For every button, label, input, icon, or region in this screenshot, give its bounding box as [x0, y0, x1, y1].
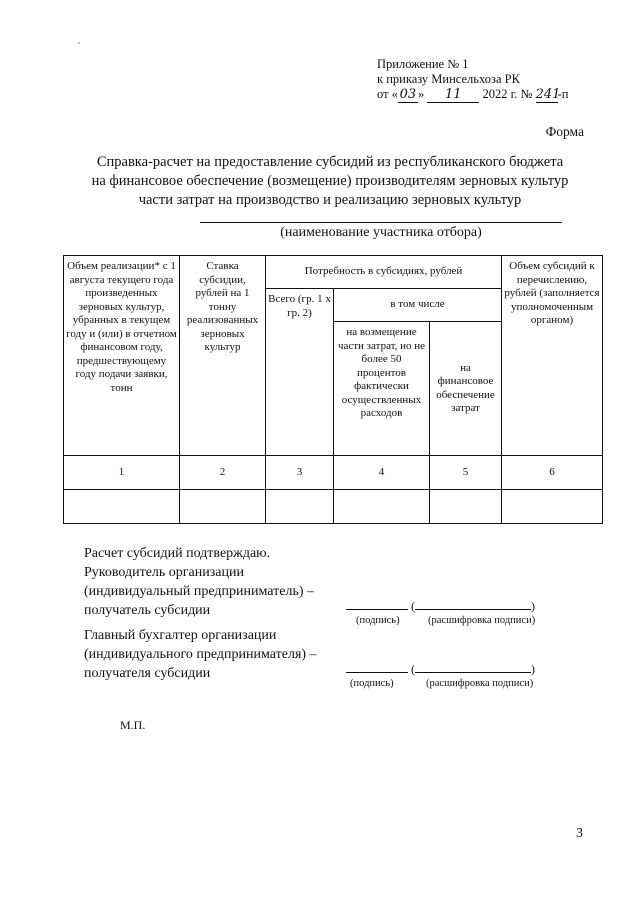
cell-rate[interactable] — [180, 490, 266, 524]
head-line2: (индивидуальный предприниматель) – — [84, 584, 314, 599]
appendix-line1: Приложение № 1 — [377, 57, 469, 71]
column-number-6: 6 — [502, 456, 603, 490]
head-line1: Руководитель организации — [84, 565, 244, 580]
page-number: 3 — [576, 826, 583, 841]
order-number: 241 — [535, 87, 561, 102]
accountant-sign-caption: (подпись) — [350, 678, 394, 689]
date-prefix: от « — [377, 87, 398, 101]
header-col1: Объем реализации* с 1 августа текущего года произведенных зерновых культур, убранных в текущем году и (или) в отчетном финансовом году, предшествующему году подачи заявки, тонн — [64, 256, 180, 456]
header-col6: Объем субсидий к перечислению, рублей (заполняется уполномоченным органом) — [502, 256, 603, 456]
document-title — [60, 153, 600, 210]
cell-total[interactable] — [266, 490, 334, 524]
head-signature-field[interactable] — [346, 597, 408, 610]
accountant-signature-line: ( ) — [346, 660, 535, 677]
column-number-4: 4 — [334, 456, 430, 490]
scan-speck — [78, 42, 80, 44]
header-including: в том числе — [334, 289, 502, 322]
appendix-date-line — [377, 87, 568, 103]
accountant-line2: (индивидуального предпринимателя) – — [84, 647, 317, 662]
cell-volume[interactable] — [64, 490, 180, 524]
head-decode-field[interactable] — [415, 597, 531, 610]
column-number-2: 2 — [180, 456, 266, 490]
title-line1: Справка-расчет на предоставление субсидий из республиканского бюджета — [96, 154, 564, 170]
column-number-5: 5 — [430, 456, 502, 490]
participant-label: (наименование участника отбора) — [280, 225, 482, 240]
head-signature-line: ( ) — [346, 597, 535, 614]
cell-reimbursement[interactable] — [334, 490, 430, 524]
column-number-1: 1 — [64, 456, 180, 490]
date-month: 11 — [427, 87, 479, 103]
title-line2: на финансовое обеспечение (возмещение) производителям зерновых культур — [91, 173, 569, 189]
header-col5: на финансовое обеспечение затрат — [430, 322, 502, 456]
head-sign-caption: (подпись) — [356, 615, 400, 626]
header-col2: Ставка субсидии, рублей на 1 тонну реализованных зерновых культур — [180, 256, 266, 456]
date-year: 2022 г. № — [482, 87, 533, 101]
confirm-text: Расчет субсидий подтверждаю. — [84, 546, 271, 561]
date-mid: » — [417, 87, 425, 101]
title-line3: части затрат на производство и реализацию зерновых культур — [138, 192, 522, 208]
accountant-decode-field[interactable] — [415, 660, 531, 673]
head-block — [84, 563, 314, 620]
participant-name-field[interactable] — [200, 222, 562, 223]
accountant-line1: Главный бухгалтер организации — [84, 628, 277, 643]
appendix-line2: к приказу Минсельхоза РК — [377, 72, 520, 86]
accountant-signature-field[interactable] — [346, 660, 408, 673]
column-number-3: 3 — [266, 456, 334, 490]
accountant-block — [84, 626, 317, 683]
appendix-header — [377, 57, 568, 103]
head-decode-caption: (расшифровка подписи) — [428, 615, 536, 626]
accountant-decode-caption: (расшифровка подписи) — [426, 678, 534, 689]
stamp-label: М.П. — [120, 718, 146, 732]
cell-financing[interactable] — [430, 490, 502, 524]
head-line3: получатель субсидии — [84, 603, 211, 618]
header-need-group: Потребность в субсидиях, рублей — [266, 256, 502, 289]
accountant-line3: получателя субсидии — [84, 666, 211, 681]
header-total: Всего (гр. 1 х гр. 2) — [266, 289, 334, 456]
table-row-data — [64, 490, 603, 524]
header-col4: на возмещение части затрат, но не более 50 процентов фактически осуществленных расходов — [334, 322, 430, 456]
subsidy-table — [63, 255, 603, 524]
cell-transfer[interactable] — [502, 490, 603, 524]
date-day: 03 — [399, 87, 417, 102]
order-suffix: -п — [557, 87, 569, 101]
form-label: Форма — [545, 124, 584, 139]
